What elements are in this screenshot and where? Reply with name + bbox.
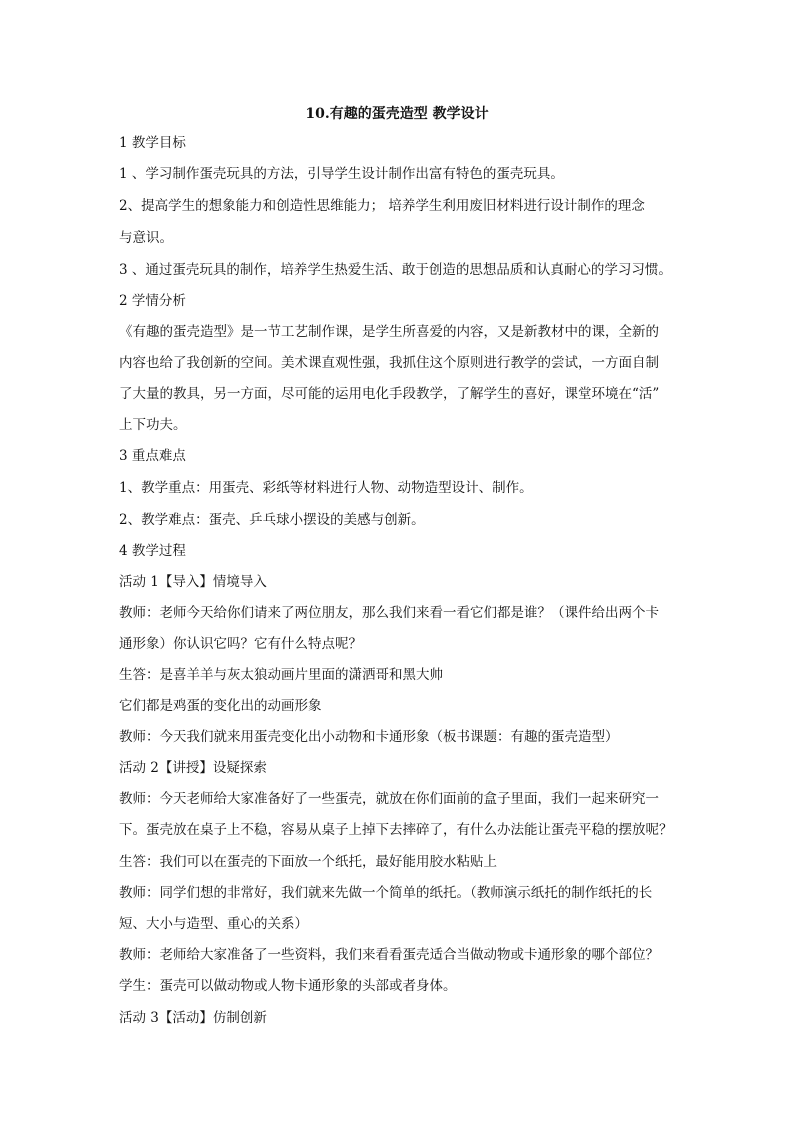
section-heading: 2 学情分析 [119, 293, 186, 309]
paragraph-line: 教师：同学们想的非常好，我们就来先做一个简单的纸托。（教师演示纸托的制作纸托的长 [119, 885, 653, 901]
section-heading: 4 教学过程 [119, 543, 186, 559]
paragraph-line: 了大量的教具，另一方面，尽可能的运用电化手段教学，了解学生的喜好，课堂环境在“活” [119, 386, 660, 402]
paragraph-line: 它们都是鸡蛋的变化出的动画形象 [119, 698, 322, 714]
paragraph-line: 内容也给了我创新的空间。美术课直观性强，我抓住这个原则进行教学的尝试，一方面自制 [119, 355, 659, 371]
activity-heading: 活动 3【活动】仿制创新 [119, 1010, 267, 1026]
paragraph-line: 教师：今天老师给大家准备好了一些蛋壳，就放在你们面前的盒子里面，我们一起来研究一 [119, 791, 659, 807]
activity-heading: 活动 1【导入】情境导入 [119, 574, 267, 590]
paragraph-line: 通形象）你认识它吗？它有什么特点呢？ [119, 636, 362, 652]
paragraph-line: 2、提高学生的想象能力和创造性思维能力； 培养学生利用废旧材料进行设计制作的理念 [119, 198, 645, 214]
paragraph-line: 教师：老师今天给你们请来了两位朋友，那么我们来看一看它们都是谁？（课件给出两个卡 [119, 605, 659, 621]
paragraph-line: 1 、学习制作蛋壳玩具的方法，引导学生设计制作出富有特色的蛋壳玩具。 [119, 166, 564, 182]
paragraph-line: 2、教学难点：蛋壳、乒乓球小摆设的美感与创新。 [119, 512, 425, 528]
paragraph-line: 短、大小与造型、重心的关系） [119, 916, 308, 932]
paragraph-line: 教师：今天我们就来用蛋壳变化出小动物和卡通形象（板书课题：有趣的蛋壳造型） [119, 729, 619, 745]
section-heading: 3 重点难点 [119, 448, 186, 464]
paragraph-line: 与意识。 [119, 230, 173, 246]
document-title: 10.有趣的蛋壳造型 教学设计 [305, 106, 489, 122]
paragraph-line: 《有趣的蛋壳造型》是一节工艺制作课，是学生所喜爱的内容，又是新教材中的课，全新的 [119, 324, 659, 340]
paragraph-line: 生答：我们可以在蛋壳的下面放一个纸托，最好能用胶水粘贴上 [119, 854, 497, 870]
paragraph-line: 生答：是喜羊羊与灰太狼动画片里面的潇洒哥和黑大帅 [119, 667, 443, 683]
paragraph-line: 教师：老师给大家准备了一些资料，我们来看看蛋壳适合当做动物或卡通形象的哪个部位？ [119, 947, 659, 963]
paragraph-line: 下。蛋壳放在桌子上不稳，容易从桌子上掉下去摔碎了，有什么办法能让蛋壳平稳的摆放呢？ [119, 822, 673, 838]
paragraph-line: 上下功夫。 [119, 417, 187, 433]
paragraph-line: 1、教学重点：用蛋壳、彩纸等材料进行人物、动物造型设计、制作。 [119, 480, 533, 496]
section-heading: 1 教学目标 [119, 135, 186, 151]
paragraph-line: 3 、通过蛋壳玩具的制作，培养学生热爱生活、敢于创造的思想品质和认真耐心的学习习惯。 [119, 262, 672, 278]
paragraph-line: 学生：蛋壳可以做动物或人物卡通形象的头部或者身体。 [119, 978, 457, 994]
activity-heading: 活动 2【讲授】设疑探索 [119, 760, 267, 776]
